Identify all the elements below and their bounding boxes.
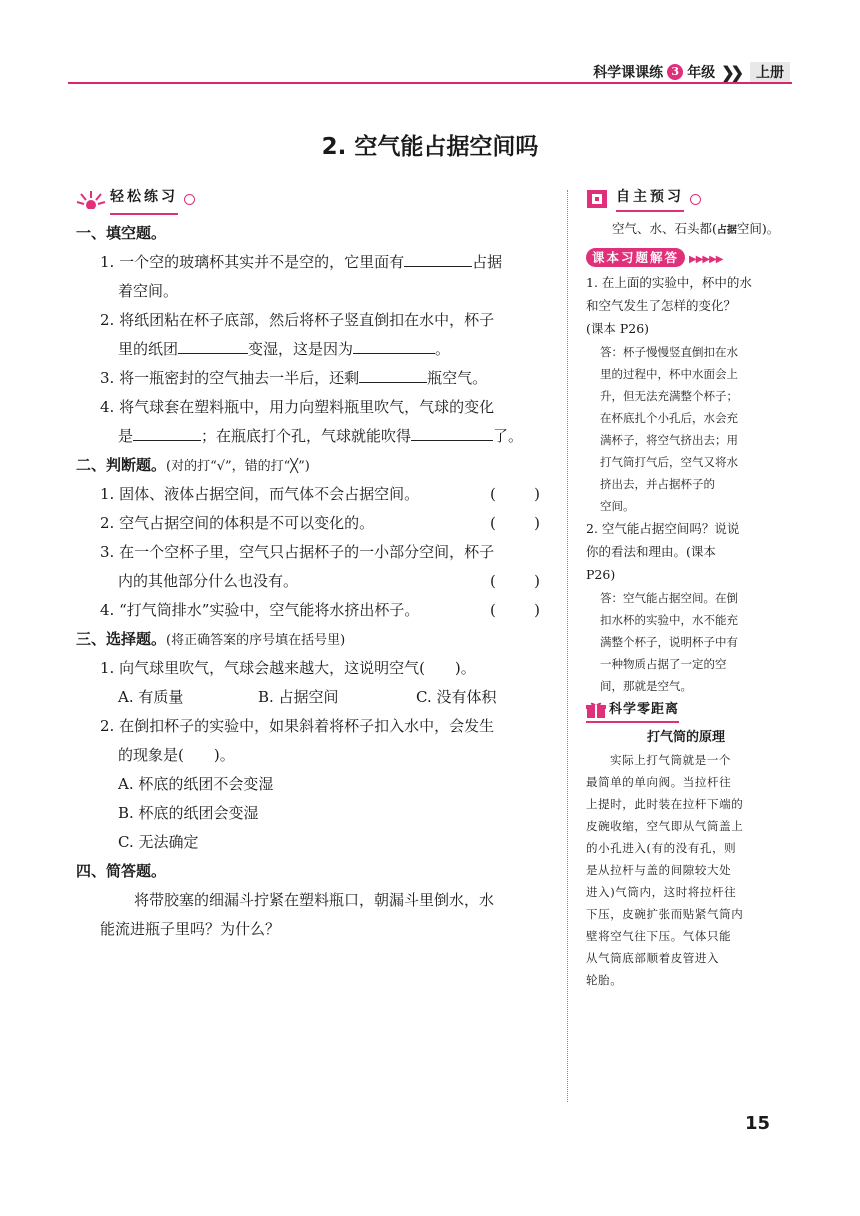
science-zero-distance-label: 科学零距离 (609, 702, 680, 718)
sidebar-column (586, 188, 786, 991)
grade-number-badge: 3 (667, 64, 683, 80)
answer-paren[interactable]: ( ) (490, 572, 540, 590)
self-preview-badge (586, 188, 701, 210)
choice-option[interactable]: C. 没有体积 (416, 688, 497, 706)
textbook-answers-label: 课本习题解答 (586, 248, 685, 267)
answer-paren[interactable]: ( ) (490, 514, 540, 532)
page-title: 2. 空气能占据空间吗 (321, 134, 539, 160)
question-line: 里的纸团 变湿，这是因为 。 (76, 335, 556, 364)
easy-practice-badge (76, 188, 195, 210)
section-choice-heading: 三、选择题。(将正确答案的序号填在括号里) (76, 630, 346, 648)
question-line: 着空间。 (118, 282, 179, 300)
choice-option[interactable]: A. 有质量 (118, 688, 184, 706)
choice-option[interactable]: B. 杯底的纸团会变湿 (118, 804, 259, 822)
textbook-question: 2. 空气能占据空间吗？说说 你的看法和理由。(课本 P26) (586, 520, 740, 583)
column-divider (567, 190, 568, 1102)
question-line: 1. 一个空的玻璃杯其实并不是空的，它里面有 占据 (76, 248, 556, 277)
section-short-answer-heading: 四、简答题。 (76, 862, 167, 880)
swirl-icon (690, 194, 701, 205)
question-line: 能流进瓶子里吗？为什么？ (100, 920, 281, 938)
book-title: 科学课课练 (593, 65, 664, 81)
sunburst-icon (76, 189, 106, 209)
preview-answer: 空气、水、石头都(占据空间)。 (612, 221, 780, 237)
answer-blank[interactable] (178, 337, 248, 354)
page-number: 15 (744, 1113, 770, 1134)
answer-paren[interactable]: ( ) (490, 601, 540, 619)
question-line: 是 ；在瓶底打个孔，气球就能吹得 了。 (76, 422, 556, 451)
swirl-icon (184, 194, 195, 205)
article-body: 实际上打气筒就是一个 最简单的单向阀。当拉杆往 上提时，此时装在拉杆下端的 皮碗收缩，空气即从气筒盖上 的小孔进入(有的没有孔，则 是从拉杆与盖的间隙较大处 进入)气筒内，这时将拉杆往 下压，皮碗扩张而贴紧气筒内 壁将空气往下压。气体只能 从气筒底部顺着皮管进入 轮胎。 (586, 753, 744, 988)
answer-blank[interactable] (353, 337, 435, 354)
judge-question: 2. 空气占据空间的体积是不可以变化的。 ( ) (76, 509, 556, 538)
question-line: 2. 将纸团粘在杯子底部，然后将杯子竖直倒扣在水中，杯子 (100, 311, 495, 329)
question-line: 3. 在一个空杯子里，空气只占据杯子的一小部分空间，杯子 (100, 543, 495, 561)
self-preview-label: 自主预习 (616, 186, 684, 212)
textbook-question: 1. 在上面的实验中，杯中的水 和空气发生了怎样的变化？ (课本 P26) (586, 274, 752, 337)
judge-question: 1. 固体、液体占据空间，而气体不会占据空间。 ( ) (76, 480, 556, 509)
question-line: 的现象是( )。 (118, 746, 235, 764)
article-title: 打气筒的原理 (646, 729, 725, 745)
double-chevron-icon: ❯❯ (721, 62, 740, 82)
answer-blank[interactable] (133, 424, 201, 441)
textbook-answer: 答：杯子慢慢竖直倒扣在水 里的过程中，杯中水面会上 升，但无法充满整个杯子； 在杯底扎个小孔后，水会充 满杯子，将空气挤出去；用 打气筒打气后，空气又将水 挤出去，并占据杯子的 空间。 (600, 344, 738, 513)
question-line: 2. 在倒扣杯子的实验中，如果斜着将杯子扣入水中，会发生 (100, 717, 495, 735)
grade-label: 年级 (687, 65, 716, 81)
gift-box-icon (586, 701, 606, 719)
choice-option[interactable]: A. 杯底的纸团不会变湿 (118, 775, 274, 793)
easy-practice-label: 轻松练习 (110, 183, 178, 215)
science-zero-distance-badge (586, 699, 679, 723)
section-fill-blank-heading: 一、填空题。 (76, 224, 167, 242)
arrows-icon: ▶▶▶▶▶ (689, 253, 723, 265)
answer-blank[interactable] (359, 366, 427, 383)
answer-paren[interactable]: ( ) (490, 485, 540, 503)
header-rule (68, 82, 792, 84)
exercise-column (76, 188, 556, 944)
answer-blank[interactable] (404, 250, 472, 267)
question-line: 将带胶塞的细漏斗拧紧在塑料瓶口，朝漏斗里倒水，水 (134, 891, 495, 909)
textbook-answers-badge (586, 246, 786, 271)
section-judge-heading: 二、判断题。(对的打“√”，错的打“╳”) (76, 456, 310, 474)
book-icon (586, 188, 612, 210)
choice-option[interactable]: B. 占据空间 (258, 688, 339, 706)
question-line: 4. 将气球套在塑料瓶中，用力向塑料瓶里吹气，气球的变化 (100, 398, 495, 416)
question-line: 3. 将一瓶密封的空气抽去一半后，还剩 瓶空气。 (76, 364, 556, 393)
question-line: 1. 向气球里吹气，气球会越来越大，这说明空气( )。 (100, 659, 476, 677)
running-header (593, 62, 790, 82)
choice-options (76, 683, 556, 712)
textbook-answer: 答：空气能占据空间。在倒 扣水杯的实验中，水不能充 满整个杯子，说明杯子中有 一种物质占据了一定的空 间，那就是空气。 (600, 590, 738, 693)
volume-label: 上册 (750, 62, 790, 82)
choice-option[interactable]: C. 无法确定 (118, 833, 199, 851)
answer-blank[interactable] (411, 424, 493, 441)
judge-question: 4. “打气筒排水”实验中，空气能将水挤出杯子。 ( ) (76, 596, 556, 625)
judge-question: 内的其他部分什么也没有。 ( ) (76, 567, 556, 596)
